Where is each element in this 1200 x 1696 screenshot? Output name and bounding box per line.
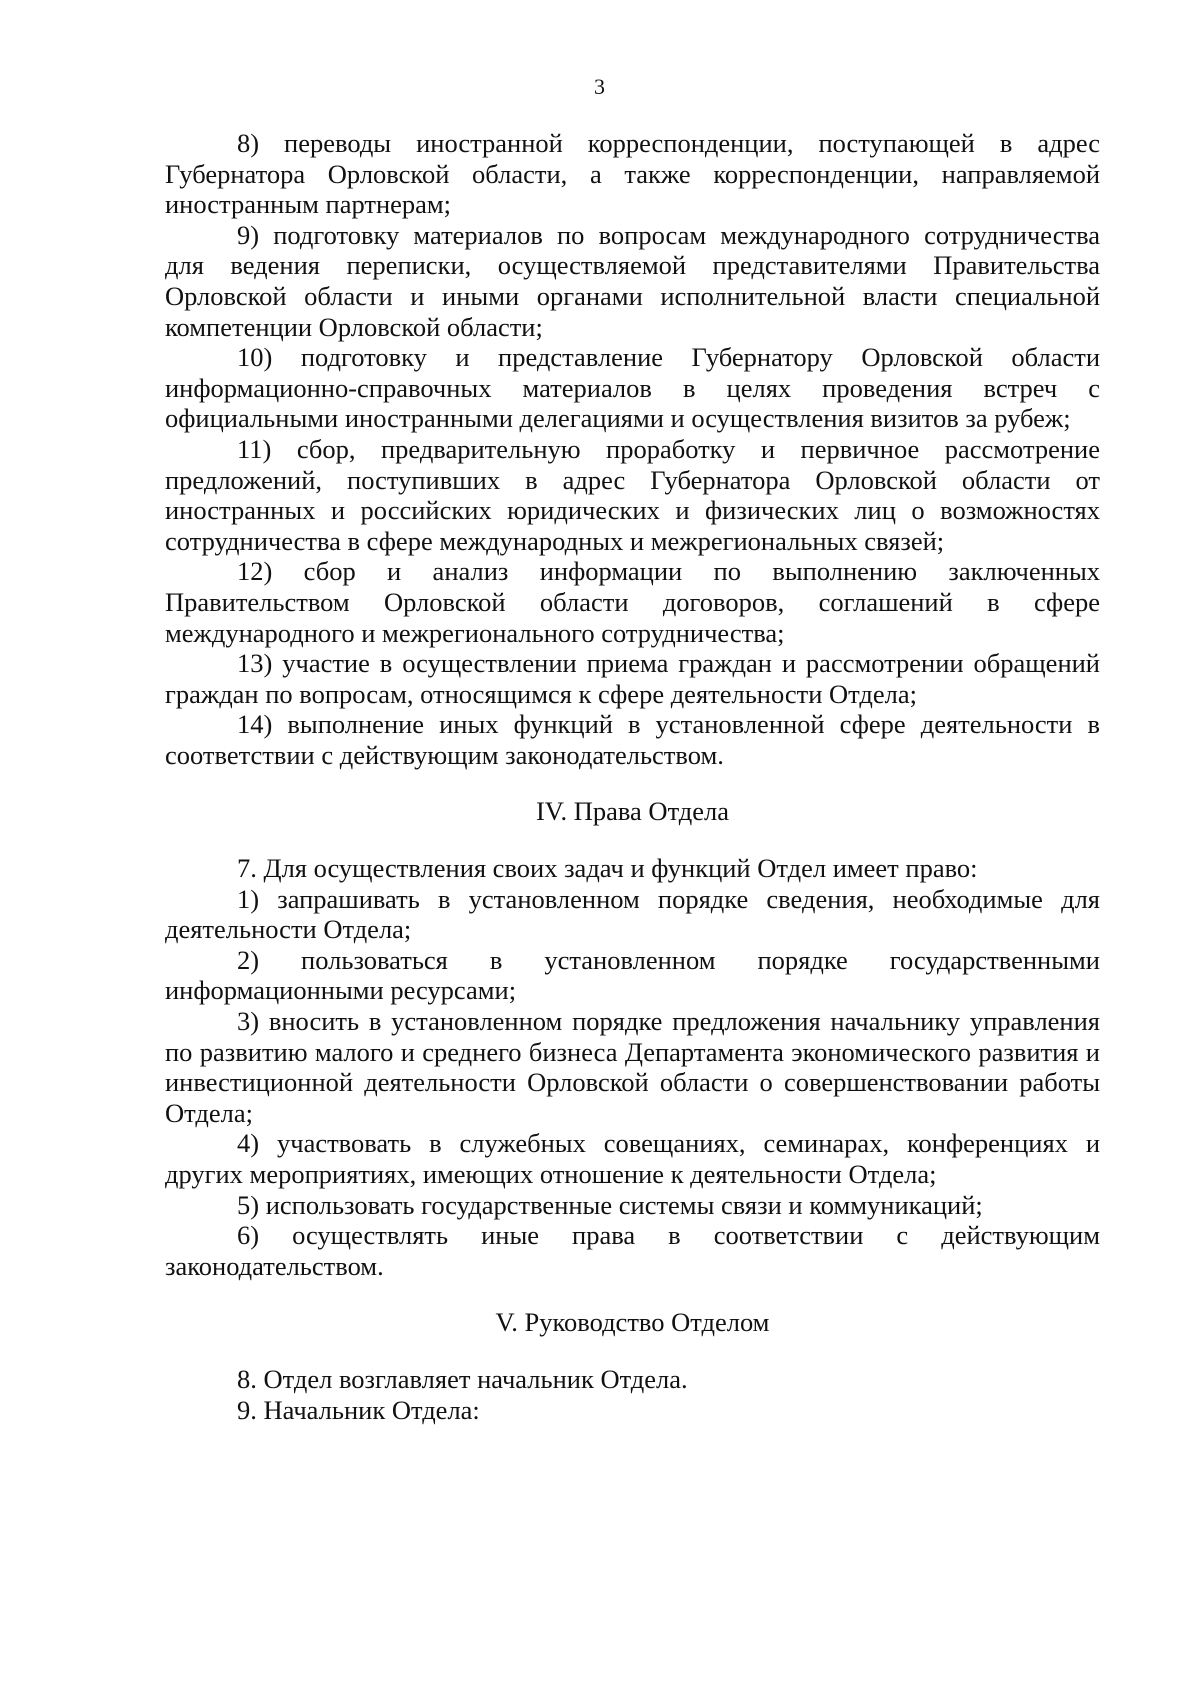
list-item: 11) сбор, предварительную проработку и первичное рассмотрение предложений, поступивших в адрес Губернатора Орловской области от иностранных и российских юридических и физических лиц о возможностях сотрудничества в сфере международных и межрегиональных связей; — [165, 433, 1100, 556]
list-item: 8) переводы иностранной корреспонденции, поступающей в адрес Губернатора Орловской области, а также корреспонденции, направляемой иностранным партнерам; — [165, 128, 1100, 220]
section-heading-rights: IV. Права Отдела — [535, 796, 730, 827]
list-item: 1) запрашивать в установленном порядке сведения, необходимые для деятельности Отдела; — [165, 883, 1100, 945]
page-number: 3 — [594, 74, 606, 99]
list-item: 13) участие в осуществлении приема граждан и рассмотрении обращений граждан по вопросам, относящимся к сфере деятельности Отдела; — [165, 648, 1100, 709]
list-item: 4) участвовать в служебных совещаниях, семинарах, конференциях и других мероприятиях, имеющих отношение к деятельности Отдела; — [165, 1128, 1100, 1189]
list-item: 3) вносить в установленном порядке предложения начальнику управления по развитию малого и среднего бизнеса Департамента экономического развития и инвестиционной деятельности Орловской области о совершенствовании работы Отдела; — [165, 1006, 1100, 1128]
list-item: 5) использовать государственные системы связи и коммуникаций; — [237, 1189, 983, 1220]
section-heading-management: V. Руководство Отделом — [495, 1307, 770, 1338]
section-intro: 7. Для осуществления своих задач и функций Отдел имеет право: — [237, 853, 978, 884]
list-item: 6) осуществлять иные права в соответствии с действующим законодательством. — [165, 1220, 1100, 1281]
list-item: 9. Начальник Отдела: — [237, 1394, 480, 1425]
list-item: 8. Отдел возглавляет начальник Отдела. — [237, 1363, 688, 1394]
list-item: 2) пользоваться в установленном порядке государственными информационными ресурсами; — [165, 944, 1100, 1006]
list-item: 12) сбор и анализ информации по выполнению заключенных Правительством Орловской области договоров, соглашений в сфере международного и межрегионального сотрудничества; — [165, 556, 1100, 648]
document-body — [165, 128, 1100, 1425]
list-item: 14) выполнение иных функций в установленной сфере деятельности в соответствии с действующим законодательством. — [165, 709, 1100, 770]
list-item: 10) подготовку и представление Губернатору Орловской области информационно-справочных материалов в целях проведения встреч с официальными иностранными делегациями и осуществления визитов за рубеж; — [165, 342, 1100, 434]
list-item: 9) подготовку материалов по вопросам международного сотрудничества для ведения переписки, осуществляемой представителями Правительства Орловской области и иными органами исполнительной власти специальной компетенции Орловской области; — [165, 219, 1100, 342]
